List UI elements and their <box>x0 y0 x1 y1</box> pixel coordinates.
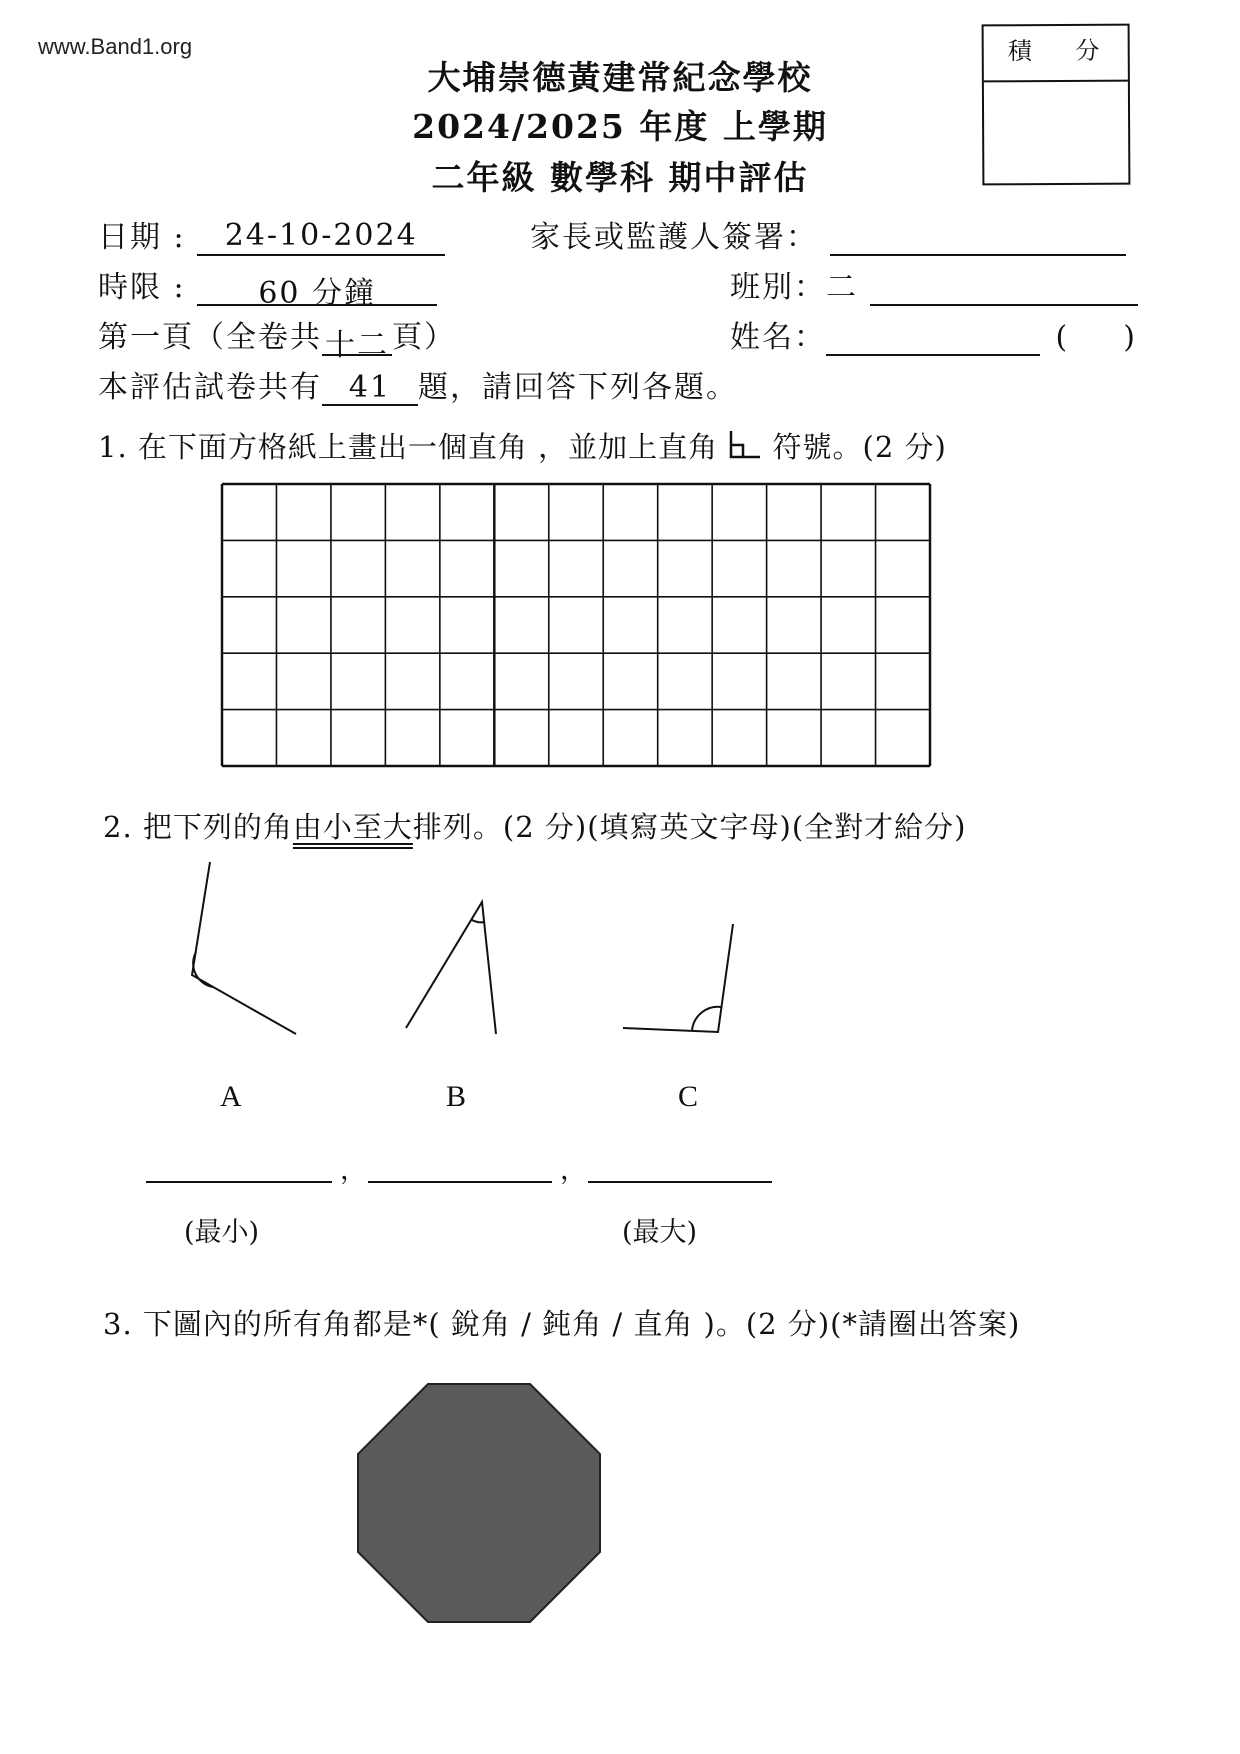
watermark: www.Band1.org <box>38 34 193 59</box>
date-value: 24-10-2024 <box>197 218 445 256</box>
angle-label-a: A <box>220 1080 242 1113</box>
answer-comma-1: ， <box>340 1155 367 1186</box>
angle-figures <box>180 860 760 1050</box>
angle-b <box>406 902 496 1034</box>
name-field[interactable] <box>826 318 1040 356</box>
class-field[interactable] <box>870 268 1138 306</box>
answer-blank-2[interactable] <box>368 1181 552 1183</box>
right-angle-symbol-icon <box>728 429 762 461</box>
class-label: 班別：二 <box>730 270 858 305</box>
angle-label-b: B <box>446 1080 467 1113</box>
answer-comma-2: ， <box>560 1155 587 1186</box>
angle-label-c: C <box>678 1080 699 1113</box>
count-row <box>98 362 738 406</box>
page-total: 十二 <box>322 320 392 356</box>
question-1 <box>98 425 947 466</box>
class-number-open: ( <box>1055 320 1070 355</box>
parent-signature-label: 家長或監護人簽署： <box>530 220 818 255</box>
exam-title: 二年級 數學科 期中評估 <box>431 158 809 197</box>
page-suffix: 頁） <box>392 320 456 355</box>
school-year: 2024/2025 年度 上學期 <box>412 107 828 146</box>
page-row <box>98 312 456 363</box>
count-prefix: 本評估試卷共有 <box>98 370 322 405</box>
time-value: 60 分鐘 <box>197 268 437 306</box>
date-row <box>98 212 445 256</box>
date-label: 日期 : <box>98 220 186 255</box>
answer-blank-3[interactable] <box>588 1181 772 1183</box>
time-row <box>98 262 437 311</box>
question-2-suffix: 排列。(2 分)(填寫英文字母)(全對才給分) <box>412 810 967 844</box>
school-name: 大埔崇德黃建常紀念學校 <box>427 58 813 97</box>
name-label: 姓名： <box>730 320 826 355</box>
parent-signature-field[interactable] <box>830 218 1126 256</box>
question-2 <box>103 805 966 846</box>
page-prefix: 第一頁（全卷共 <box>98 320 322 355</box>
question-3: 3. 下圖內的所有角都是*( 銳角 / 鈍角 / 直角 )。(2 分)(*請圈出答案) <box>103 1307 1021 1341</box>
name-row <box>730 312 1137 356</box>
angle-a <box>192 862 296 1034</box>
largest-label: (最大) <box>622 1217 698 1248</box>
score-box <box>982 24 1131 186</box>
answer-blank-1[interactable] <box>146 1181 332 1183</box>
question-2-prefix: 2. 把下列的角 <box>103 810 293 844</box>
class-row <box>730 262 1138 306</box>
question-2-emphasis: 由小至大 <box>292 810 413 844</box>
octagon-shape <box>356 1382 602 1624</box>
grid-paper[interactable] <box>220 482 932 768</box>
score-label: 積 分 <box>984 26 1128 83</box>
smallest-label: (最小) <box>184 1217 260 1248</box>
question-1-marks: 符號。(2 分) <box>772 430 947 464</box>
angle-c <box>582 924 733 1032</box>
parent-signature-row <box>530 212 1126 256</box>
count-suffix: 題，請回答下列各題。 <box>418 370 738 405</box>
class-number-close: ) <box>1123 320 1137 355</box>
count-value: 41 <box>322 370 418 406</box>
question-1-text: 1. 在下面方格紙上畫出一個直角 ，並加上直角 <box>98 430 719 464</box>
time-label: 時限 : <box>98 270 186 305</box>
